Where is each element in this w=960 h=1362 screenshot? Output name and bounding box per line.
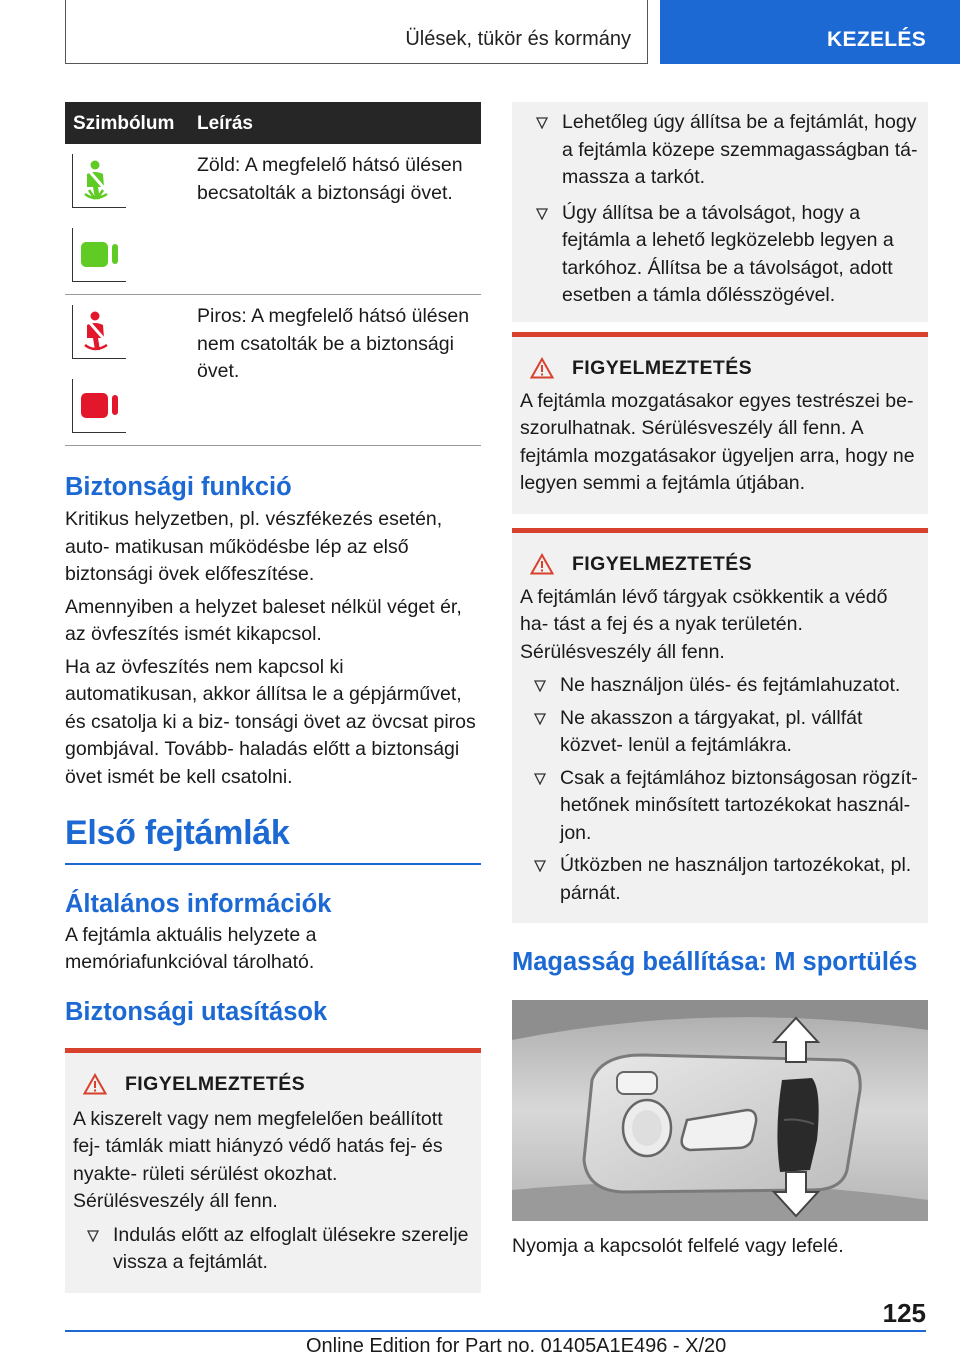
seat-indicator-red-icon — [72, 379, 126, 433]
page-number: 125 — [882, 1298, 926, 1328]
list-item — [520, 852, 920, 907]
warning-text: A fejtámlán lévő tárgyak csökkentik a védő ha‐ tást a fej és a nyak területén. Sérülésveszély áll fenn. — [520, 585, 888, 663]
bullet-triangle-icon — [520, 705, 560, 760]
list-item-text: Indulás előtt az elfoglalt ülésekre szerelje vissza a fejtámlát. — [113, 1223, 469, 1273]
bullet-triangle-icon — [520, 672, 560, 700]
warning-title-text: FIGYELMEZTETÉS — [572, 552, 753, 575]
bullet-triangle-icon — [520, 852, 560, 907]
list-item-text: Ne használjon ülés- és fejtámlahuzatot. — [560, 674, 901, 696]
bullet-triangle-icon — [73, 1222, 113, 1277]
warning-title-text: FIGYELMEZTETÉS — [125, 1072, 306, 1095]
height-adjust-heading: Magasság beállítása: M sportülés — [512, 948, 918, 976]
paragraph: A fejtámla aktuális helyzete a memóriafunkcióval tárolható. — [65, 923, 317, 973]
list-item-text: Úgy állítsa be a távolságot, hogy a fejtámla a lehető legközelebb legyen a tarkóhoz. Állítsa be a távolságot, adott esetben a támla dőlésszögével. — [562, 201, 894, 306]
warning-title — [73, 1071, 473, 1098]
warning-text: A kiszerelt vagy nem megfelelően beállított fej‐ támlák miatt hiányzó védő hatás fej- és nyakte‐ rületi sérülést okozhat. Sérülésveszély áll fenn. — [73, 1107, 443, 1212]
header-chapter-tab — [65, 0, 648, 64]
footer-rule — [65, 1330, 926, 1332]
warning-text: A fejtámla mozgatásakor egyes testrészei be‐ szorulhatnak. Sérülésveszély áll fenn. A fejtámla mozgatásakor ügyeljen arra, hogy ne legyen semmi a fejtámla útjában. — [520, 389, 915, 494]
list-item — [73, 1222, 473, 1277]
table-row-description: Piros: A megfelelő hátsó ülésen nem csatolták be a biztonsági övet. — [197, 305, 470, 382]
paragraph: Amennyiben a helyzet baleset nélkül véget ér, az övfeszítés ismét kikapcsol. — [65, 595, 462, 645]
warning-triangle-icon — [530, 357, 554, 379]
table-header-symbol: Szimbólum — [73, 113, 175, 134]
seatbelt-green-icon — [72, 154, 126, 208]
warning-triangle-icon — [530, 553, 554, 575]
right-column — [512, 102, 928, 1261]
list-item — [522, 200, 918, 310]
symbol-table — [65, 102, 481, 446]
bullet-triangle-icon — [522, 200, 562, 310]
warning-title — [520, 551, 920, 578]
table-row — [65, 144, 481, 295]
list-item — [520, 705, 920, 760]
list-item-text: Lehetőleg úgy állítsa be a fejtámlát, hogy a fejtámla közepe szemmagasságban tá‐ massza a tarkót. — [562, 111, 918, 188]
seat-switch-photo — [512, 1000, 928, 1221]
paragraph: Ha az övfeszítés nem kapcsol ki automatikusan, akkor állítsa le a gépjárművet, és csatolja ki a biz‐ tonsági övet az övcsat piros gombjával. Tovább‐ haladás előtt a biztonsági övet ismét be kell csatolni. — [65, 655, 476, 788]
paragraph: Kritikus helyzetben, pl. vészfékezés esetén, auto‐ matikusan működésbe lép az első biztonsági övek előfeszítése. — [65, 508, 443, 585]
instruction-box — [512, 102, 928, 322]
warning-box — [65, 1048, 481, 1293]
table-header — [65, 102, 481, 144]
safety-function-heading: Biztonsági funkció — [65, 473, 292, 501]
header-section-tab — [660, 0, 960, 64]
general-info-heading: Általános információk — [65, 889, 332, 918]
seat-indicator-green-icon — [72, 228, 126, 282]
list-item-text: Ne akasszon a tárgyakat, pl. vállfát közvet‐ lenül a fejtámlákra. — [560, 706, 863, 756]
table-row — [65, 295, 481, 446]
heading-rule — [65, 863, 481, 865]
front-headrests-heading: Első fejtámlák — [65, 814, 290, 852]
seatbelt-red-icon — [72, 305, 126, 359]
list-item-text: Útközben ne használjon tartozékokat, pl. párnát. — [560, 854, 912, 904]
warning-title — [520, 355, 920, 382]
warning-title-text: FIGYELMEZTETÉS — [572, 356, 753, 379]
list-item — [522, 109, 918, 192]
safety-instructions-heading: Biztonsági utasítások — [65, 997, 328, 1026]
warning-triangle-icon — [83, 1073, 107, 1095]
figure-caption: Nyomja a kapcsolót felfelé vagy lefelé. — [512, 1235, 844, 1257]
section-title: KEZELÉS — [827, 28, 926, 51]
table-header-description: Leírás — [197, 113, 253, 134]
chapter-title: Ülések, tükör és kormány — [405, 28, 631, 50]
warning-box — [512, 528, 928, 924]
bullet-triangle-icon — [522, 109, 562, 192]
warning-box — [512, 332, 928, 514]
table-row-description: Zöld: A megfelelő hátsó ülésen becsatolták a biztonsági övet. — [197, 154, 463, 204]
left-column — [65, 102, 481, 1293]
footer-edition: Online Edition for Part no. 01405A1E496 - X/20 — [306, 1335, 727, 1357]
list-item — [520, 765, 920, 848]
bullet-triangle-icon — [520, 765, 560, 848]
list-item-text: Csak a fejtámlához biztonságosan rögzít‐ hetőnek minősített tartozékokat használ‐ jon. — [560, 766, 918, 844]
list-item — [520, 672, 920, 700]
